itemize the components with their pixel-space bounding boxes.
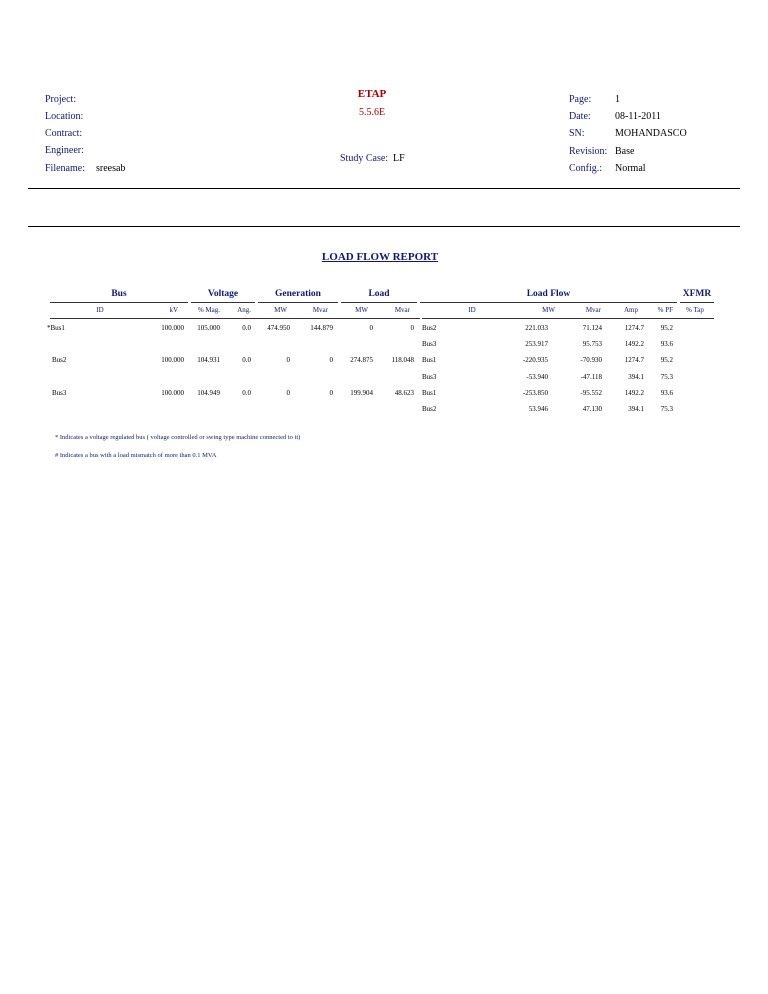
col-load-mw: MW [355,306,368,314]
table-cell-lf-id: Bus2 [422,405,437,413]
table-cell-lf-id: Bus1 [422,356,437,364]
table-cell-amp: 1274.7 [624,356,644,364]
group-voltage: Voltage [207,289,239,299]
table-cell-amp: 394.1 [628,373,644,381]
col-lf-mvar: Mvar [585,306,601,314]
table-cell-kv: 100.000 [161,389,184,397]
group-load: Load [368,289,390,299]
project-label: Project: [45,94,77,105]
group-load-flow-rule [420,302,677,303]
table-cell-load-mvar: 0 [410,324,414,332]
col-id: ID [96,306,104,314]
group-load-flow: Load Flow [526,289,571,299]
col-lf-id: ID [468,306,476,314]
table-cell-lf-mw: 253.917 [525,340,548,348]
col-ang: Ang. [237,306,251,314]
config-label: Config.: [569,163,603,174]
table-cell-lf-mvar: 71.124 [582,324,602,332]
table-cell-bus: *Bus1 [47,324,65,332]
header-divider-bottom [28,226,740,227]
table-cell-lf-id: Bus2 [422,324,437,332]
table-cell-load-mw: 199.904 [350,389,373,397]
revision-label: Revision: [569,146,608,157]
header-divider-top [28,188,740,189]
group-generation-rule [258,302,338,303]
group-xfmr: XFMR [682,289,712,299]
table-cell-ang: 0.0 [242,356,251,364]
table-cell-load-mw: 274.875 [350,356,373,364]
app-version: 5.5.6E [358,107,386,118]
table-cell-kv: 100.000 [161,324,184,332]
note-load-mismatch: # Indicates a bus with a load mismatch of more than 0.1 MVA [55,452,217,459]
table-cell-ang: 0.0 [242,389,251,397]
table-cell-lf-mw: -253.850 [522,389,548,397]
table-cell-gen-mvar: 144.879 [310,324,333,332]
group-generation: Generation [275,289,321,299]
table-cell-load-mvar: 118.048 [391,356,414,364]
group-voltage-rule [191,302,255,303]
sn-value: MOHANDASCO [615,128,687,139]
table-cell-lf-mvar: -70.930 [580,356,602,364]
app-name: ETAP [357,88,387,100]
table-cell-amp: 1274.7 [624,324,644,332]
location-label: Location: [45,111,84,122]
sn-label: SN: [569,128,585,139]
table-cell-amp: 1492.2 [624,340,644,348]
engineer-label: Engineer: [45,145,84,156]
table-cell-pf: 95.2 [660,356,673,364]
table-cell-lf-mvar: 95.753 [582,340,602,348]
table-cell-mag: 104.931 [197,356,220,364]
col-gen-mw: MW [274,306,287,314]
filename-value: sreesab [96,163,126,174]
table-cell-lf-mw: 53.946 [528,405,548,413]
header-rule-left [50,318,420,319]
table-cell-lf-mvar: -47.118 [580,373,602,381]
table-cell-lf-id: Bus3 [422,373,437,381]
date-value: 08-11-2011 [615,111,661,122]
col-kv: kV [169,306,178,314]
table-cell-pf: 93.6 [660,340,673,348]
page-value: 1 [615,94,620,105]
table-cell-gen-mw: 0 [286,389,290,397]
table-cell-amp: 1492.2 [624,389,644,397]
table-cell-pf: 75.3 [660,405,673,413]
group-xfmr-rule [680,302,714,303]
study-case-label: Study Case: [340,153,389,164]
table-cell-amp: 394.1 [628,405,644,413]
table-cell-lf-mvar: -95.552 [580,389,602,397]
table-cell-lf-id: Bus1 [422,389,437,397]
col-amp: Amp [624,306,638,314]
col-lf-mw: MW [542,306,555,314]
table-cell-load-mw: 0 [369,324,373,332]
table-cell-kv: 100.000 [161,356,184,364]
page-label: Page: [569,94,592,105]
date-label: Date: [569,111,591,122]
table-cell-pf: 95.2 [660,324,673,332]
col-load-mvar: Mvar [394,306,410,314]
note-regulated-bus: * Indicates a voltage regulated bus ( voltage controlled or swing type machine connected to it) [55,434,301,441]
col-mag: % Mag. [197,306,220,314]
header-rule-right [422,318,714,319]
group-load-rule [341,302,417,303]
group-bus-rule [50,302,188,303]
revision-value: Base [615,146,635,157]
col-gen-mvar: Mvar [312,306,328,314]
table-cell-gen-mw: 0 [286,356,290,364]
table-cell-bus: Bus2 [52,356,67,364]
table-cell-lf-mw: -53.940 [526,373,548,381]
report-title: LOAD FLOW REPORT [321,251,439,263]
table-cell-ang: 0.0 [242,324,251,332]
table-cell-bus: Bus3 [52,389,67,397]
col-pf: % PF [657,306,673,314]
table-cell-lf-mvar: 47.130 [582,405,602,413]
table-cell-mag: 104.949 [197,389,220,397]
filename-label: Filename: [45,163,85,174]
table-cell-mag: 105.000 [197,324,220,332]
config-value: Normal [615,163,646,174]
table-cell-load-mvar: 48.623 [394,389,414,397]
table-cell-gen-mvar: 0 [329,356,333,364]
table-cell-lf-id: Bus3 [422,340,437,348]
table-cell-lf-mw: -220.935 [522,356,548,364]
col-tap: % Tap [686,306,704,314]
table-cell-gen-mw: 474.950 [267,324,290,332]
contract-label: Contract: [45,128,83,139]
study-case-value: LF [393,153,405,164]
table-cell-gen-mvar: 0 [329,389,333,397]
table-cell-pf: 75.3 [660,373,673,381]
group-bus: Bus [111,289,127,299]
table-cell-pf: 93.6 [660,389,673,397]
table-cell-lf-mw: 221.033 [525,324,548,332]
